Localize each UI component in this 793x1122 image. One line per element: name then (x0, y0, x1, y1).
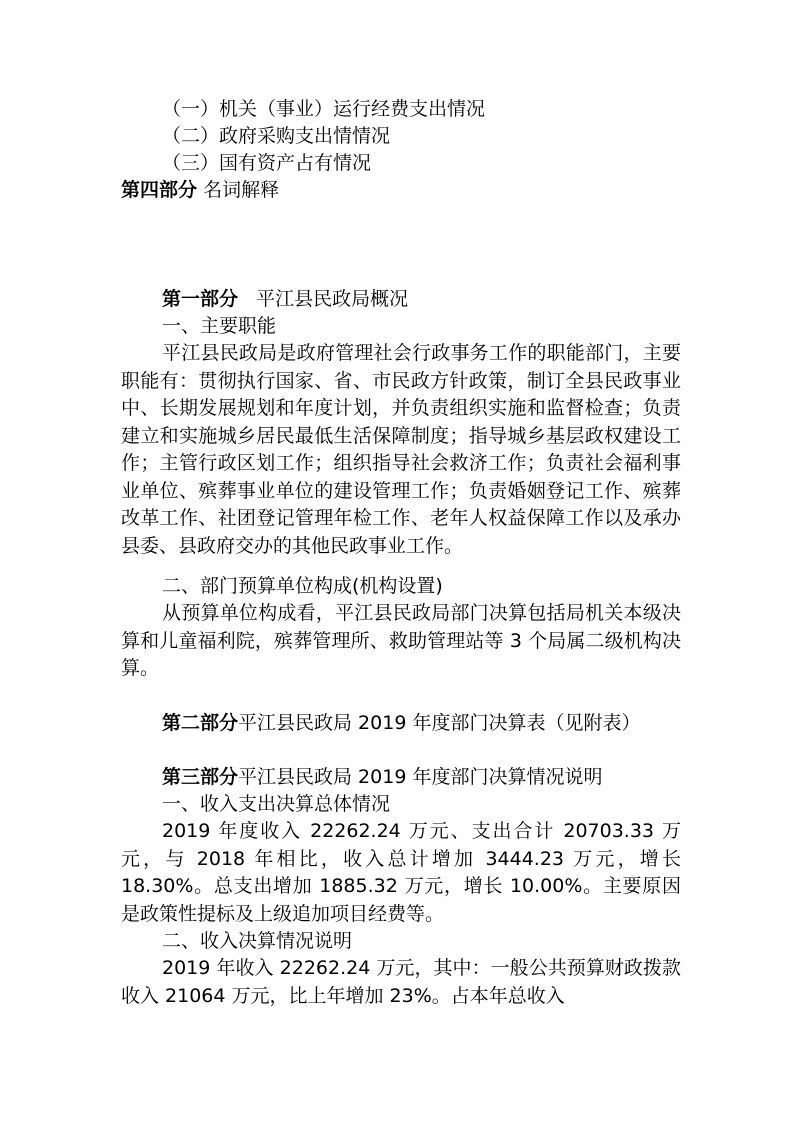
part1-section2-heading: 二、部门预算单位构成(机构设置) (162, 575, 443, 597)
toc-item-government-procurement: （二）政府采购支出情情况 (162, 125, 391, 147)
part2-label: 第二部分 (162, 712, 239, 734)
part3-title: 平江县民政局 2019 年度部门决算情况说明 (238, 766, 603, 788)
part1-label: 第一部分 (162, 288, 239, 310)
part1-section2-body: 从预算单位构成看，平江县民政局部门决算包括局机关本级决算和儿童福利院，殡葬管理所、救助管理站等 3 个局属二级机构决算。 (121, 602, 681, 679)
part3-label: 第三部分 (162, 766, 239, 788)
toc-part4-title: 名词解释 (203, 179, 280, 201)
part3-section2-heading: 二、收入决算情况说明 (162, 930, 353, 952)
part1-section1-heading: 一、主要职能 (162, 315, 277, 337)
part3-heading (162, 764, 602, 790)
toc-item-state-assets: （三）国有资产占有情况 (162, 152, 372, 174)
part3-section1-body: 2019 年度收入 22262.24 万元、支出合计 20703.33 万元，与 2018 年相比，收入总计增加 3444.23 万元，增长 18.30%。总支出增加 1885.32 万元，增长 10.00%。主要原因是政策性提标及上级追加项目经费等。 (121, 820, 681, 925)
part3-section2-body: 2019 年收入 22262.24 万元，其中：一般公共预算财政拨款收入 21064 万元，比上年增加 23%。占本年总收入 (121, 957, 681, 1007)
part2-heading (162, 710, 640, 736)
part1-section1-body: 平江县民政局是政府管理社会行政事务工作的职能部门，主要职能有：贯彻执行国家、省、市民政方针政策，制订全县民政事业中、长期发展规划和年度计划，并负责组织实施和监督检查；负责建立和实施城乡居民最低生活保障制度；指导城乡基层政权建设工作；主管行政区划工作；组织指导社会救济工作；负责社会福利事业单位、殡葬事业单位的建设管理工作；负责婚姻登记工作、殡葬改革工作、社团登记管理年检工作、老年人权益保障工作以及承办县委、县政府交办的其他民政事业工作。 (121, 342, 681, 557)
toc-item-operating-expenses: （一）机关（事业）运行经费支出情况 (162, 98, 486, 120)
part1-title: 平江县民政局概况 (256, 288, 409, 310)
part2-title: 平江县民政局 2019 年度部门决算表（见附表） (238, 712, 641, 734)
toc-part4-label: 第四部分 (121, 179, 198, 201)
part1-heading (162, 286, 408, 312)
toc-part4 (121, 177, 279, 203)
part3-section1-heading: 一、收入支出决算总体情况 (162, 793, 391, 815)
